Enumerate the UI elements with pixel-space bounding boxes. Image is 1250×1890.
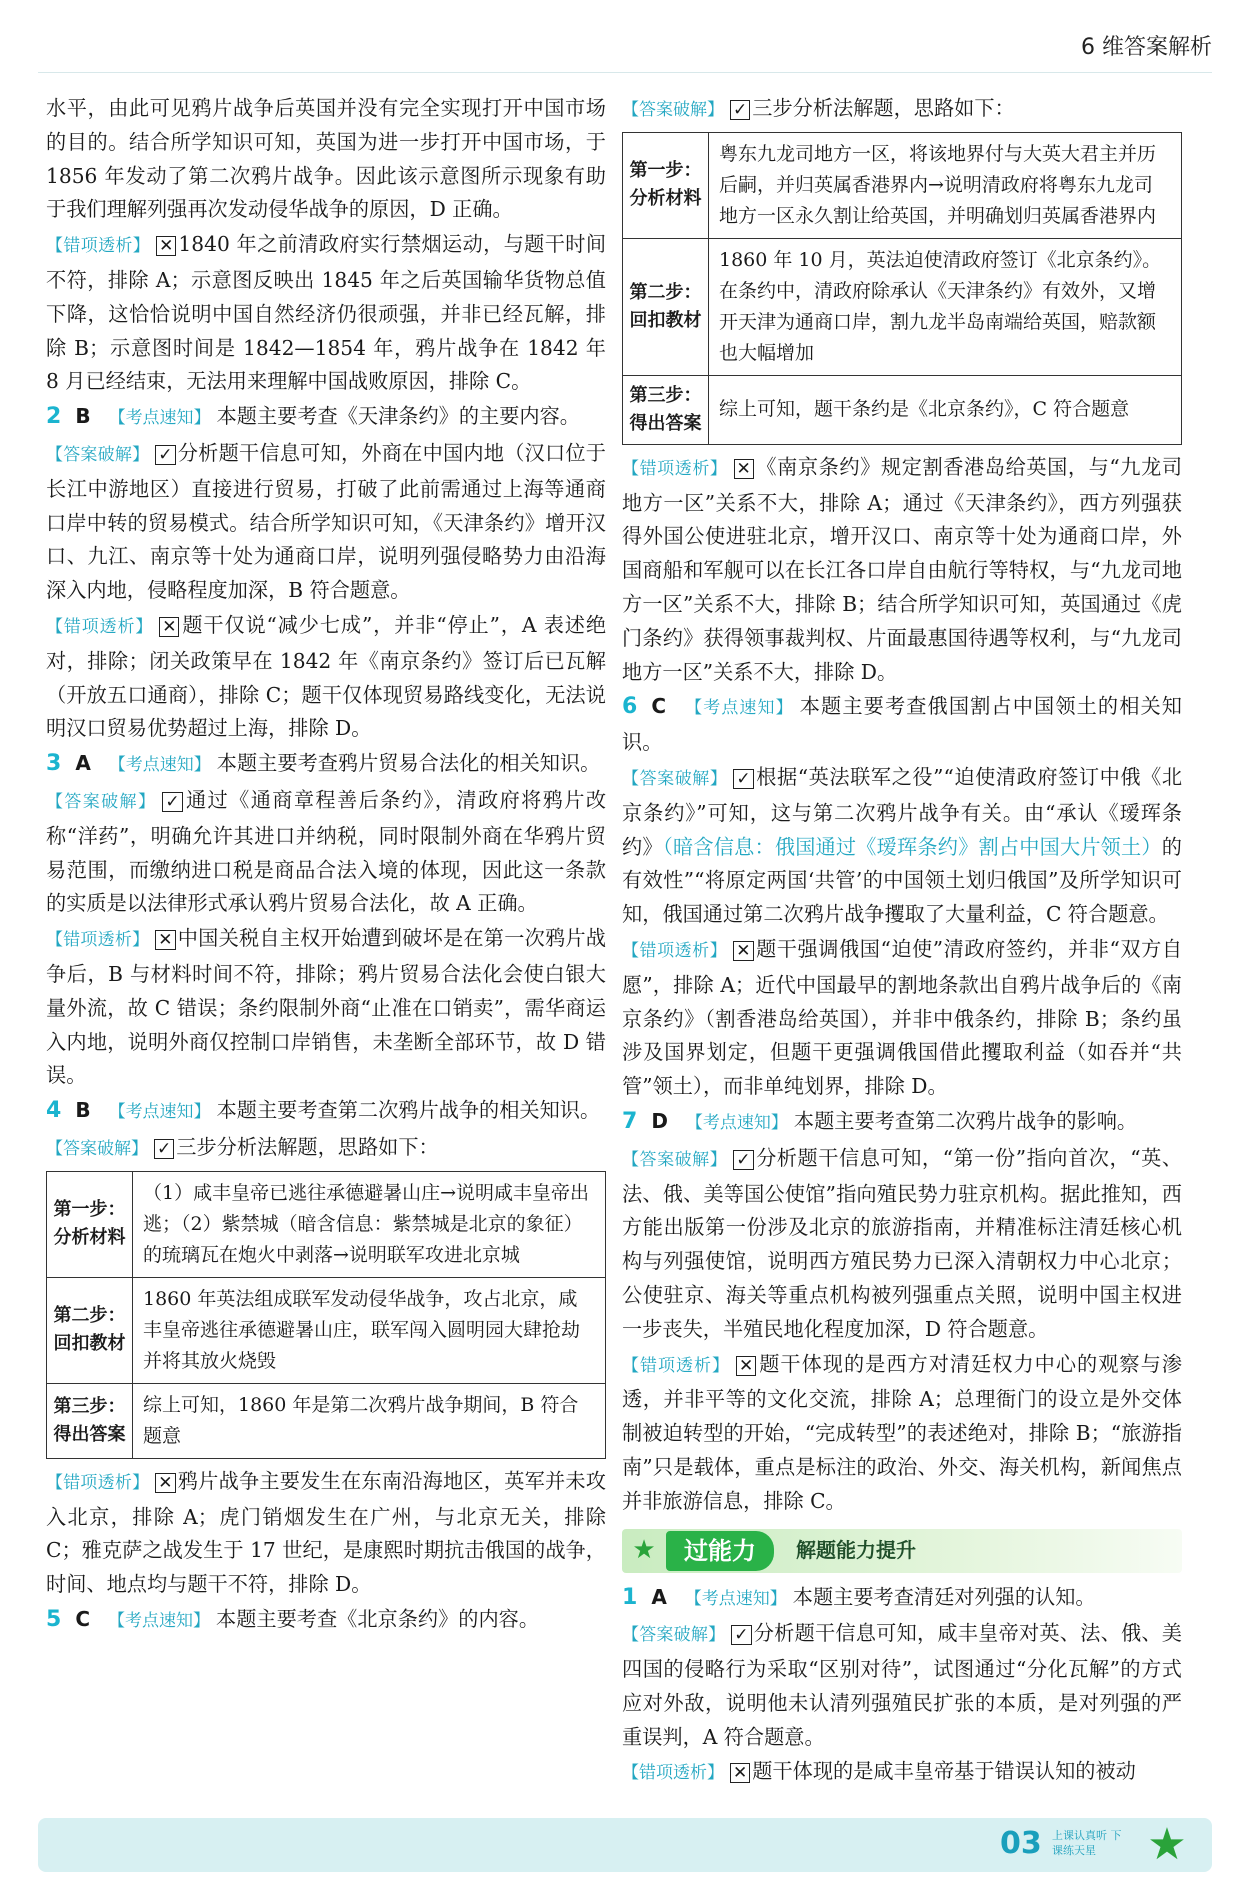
footer-slogan: 上课认真听 下课练天星 [1052, 1829, 1122, 1857]
header-divider [38, 72, 1212, 73]
q7-answer: 【 答案破解 】 ✓ 分析题干信息可知，“第一份”指向首次，“英、法、俄、美等国公使馆”指向殖民势力驻京机构。据此推知，西方能出版第一份涉及北京的旅游指南，并精准标注清廷核心机构与列强使馆，说明西方殖民势力已深入清朝权力中心北京；公使驻京、海关等重点机构被列强重点关照，说明中国主权进一步丧失，半殖民地化程度加深，D 符合题意。 [622, 1142, 1182, 1347]
q5-wrong: 【 错项透析 】 ✕ 《南京条约》规定割香港岛给英国，与“九龙司地方一区”关系不大，排除 A；通过《天津条约》，西方列强获得外国公使进驻北京，增开汉口、南京等十处为通商口岸，外国商船和军舰可以在长江各口岸自由航行等特权，与“九龙司地方一区”关系不大，排除 B；结合所学知识可知，英国通过《虎门条约》获得领事裁判权、片面最惠国待遇等权利，与“九龙司地方一区”关系不大，排除 D。 [622, 451, 1182, 690]
hidden-info-hint: （暗含信息：俄国通过《瑷珲条约》割占中国大片领土） [662, 834, 1162, 859]
page-number: 03 [1000, 1826, 1042, 1861]
question-2: 2 B【 考点速知 】 本题主要考查《天津条约》的主要内容。 [46, 400, 606, 436]
cross-box-icon: ✕ [736, 1356, 756, 1376]
check-box-icon: ✓ [162, 792, 182, 812]
table-row: 第二步：回扣教材 1860 年 10 月，英法迫使清政府签订《北京条约》。在条约中，清政府除承认《天津条约》有效外，又增开天津为通商口岸，割九龙半岛南端给英国，赔款额也大幅增加 [623, 238, 1182, 375]
table-row: 第三步：得出答案 综上可知，题干条约是《北京条约》，C 符合题意 [623, 375, 1182, 444]
q5-answer: 【 答案破解 】 ✓ 三步分析法解题，思路如下： [622, 92, 1182, 128]
cross-box-icon: ✕ [734, 459, 754, 479]
cross-box-icon: ✕ [159, 617, 179, 637]
section-title: 过能力 [666, 1531, 774, 1571]
check-box-icon: ✓ [733, 769, 753, 789]
question-5: 5 C【 考点速知 】 本题主要考查《北京条约》的内容。 [46, 1603, 606, 1639]
cross-box-icon: ✕ [733, 941, 753, 961]
section-header [622, 1529, 1182, 1573]
table-row: 第二步：回扣教材 1860 年英法组成联军发动侵华战争，攻占北京，咸丰皇帝逃往承德避暑山庄，联军闯入圆明园大肆抢劫并将其放火烧毁 [47, 1277, 606, 1383]
cross-box-icon: ✕ [156, 236, 176, 256]
q4-steps-table [46, 1171, 606, 1459]
question-7: 7 D【 考点速知 】 本题主要考查第二次鸦片战争的影响。 [622, 1105, 1182, 1141]
q3-answer: 【 答案破解 】 ✓ 通过《通商章程善后条约》，清政府将鸦片改称“洋药”，明确允许其进口并纳税，同时限制外商在华鸦片贸易范围，而缴纳进口税是商品合法入境的体现，因此这一条款的实质是以法律形式承认鸦片贸易合法化，故 A 正确。 [46, 784, 606, 921]
q7-wrong: 【 错项透析 】 ✕ 题干体现的是西方对清廷权力中心的观察与渗透，并非平等的文化交流，排除 A；总理衙门的设立是外交体制被迫转型的开始，“完成转型”的表述绝对，排除 B；“旅游指南”只是载体，重点是标注的政治、外交、海关机构，新闻焦点并非旅游信息，排除 C。 [622, 1348, 1182, 1519]
check-box-icon: ✓ [731, 1625, 751, 1645]
page-header-title: 6 维答案解析 [1081, 35, 1212, 60]
left-column [46, 92, 606, 1640]
check-box-icon: ✓ [730, 100, 750, 120]
q2-answer: 【 答案破解 】 ✓ 分析题干信息可知，外商在中国内地（汉口位于长江中游地区）直接进行贸易，打破了此前需通过上海等通商口岸中转的贸易模式。结合所学知识可知，《天津条约》增开汉口、九江、南京等十处为通商口岸，说明列强侵略势力由沿海深入内地，侵略程度加深，B 符合题意。 [46, 437, 606, 608]
section-question-1: 1 A【 考点速知 】 本题主要考查清廷对列强的认知。 [622, 1581, 1182, 1617]
q4-wrong: 【 错项透析 】 ✕ 鸦片战争主要发生在东南沿海地区，英军并未攻入北京，排除 A；虎门销烟发生在广州，与北京无关，排除 C；雅克萨之战发生于 17 世纪，是康熙时期抗击俄国的战争，时间、地点均与题干不符，排除 D。 [46, 1465, 606, 1602]
right-column [622, 92, 1182, 1792]
table-row: 第一步：分析材料 粤东九龙司地方一区，将该地界付与大英大君主并历后嗣，并归英属香港界内→说明清政府将粤东九龙司地方一区永久割让给英国，并明确划归英属香港界内 [623, 132, 1182, 238]
check-box-icon: ✓ [733, 1150, 753, 1170]
check-box-icon: ✓ [154, 1139, 174, 1159]
q2-wrong: 【 错项透析 】 ✕ 题干仅说“减少七成”，并非“停止”，A 表述绝对，排除；闭关政策早在 1842 年《南京条约》签订后已瓦解（开放五口通商），排除 C；题干仅体现贸易路线变化，无法说明汉口贸易优势超过上海，排除 D。 [46, 609, 606, 746]
mascot-star-icon: ★ [1147, 1819, 1187, 1870]
question-6: 6 C【 考点速知 】 本题主要考查俄国割占中国领土的相关知识。 [622, 690, 1182, 760]
q6-wrong: 【 错项透析 】 ✕ 题干强调俄国“迫使”清政府签约，并非“双方自愿”，排除 A；近代中国最早的割地条款出自鸦片战争后的《南京条约》（割香港岛给英国），并非中俄条约，排除 B；条约虽涉及国界划定，但题干更强调俄国借此攫取利益（如吞并“共管”领土），而非单纯划界，排除 D。 [622, 933, 1182, 1104]
paragraph: 【 错项透析 】 ✕ 1840 年之前清政府实行禁烟运动，与题干时间不符，排除 A；示意图反映出 1845 年之后英国输华货物总值下降，这恰恰说明中国自然经济仍很顽强，并非已经瓦解，排除 B；示意图时间是 1842—1854 年，鸦片战争在 1842 年 8 月已经结束，无法用来理解中国战败原因，排除 C。 [46, 228, 606, 399]
q5-steps-table [622, 132, 1182, 445]
cross-box-icon: ✕ [155, 1473, 175, 1493]
table-row: 第三步：得出答案 综上可知，1860 年是第二次鸦片战争期间，B 符合题意 [47, 1383, 606, 1458]
question-4: 4 B【 考点速知 】 本题主要考查第二次鸦片战争的相关知识。 [46, 1094, 606, 1130]
mascot-star-icon: ★ [632, 1534, 656, 1565]
table-row: 第一步：分析材料 （1）咸丰皇帝已逃往承德避暑山庄→说明咸丰皇帝出逃；（2）紫禁城（暗含信息：紫禁城是北京的象征）的琉璃瓦在炮火中剥落→说明联军攻进北京城 [47, 1171, 606, 1277]
q6-answer: 【 答案破解 】 ✓ 根据“英法联军之役”“迫使清政府签订中俄《北京条约》”可知，这与第二次鸦片战争有关。由“承认《瑷珲条约》（暗含信息：俄国通过《瑷珲条约》割占中国大片领土）的有效性”“将原定两国‘共管’的中国领土划归俄国”及所学知识可知，俄国通过第二次鸦片战争攫取了大量利益，C 符合题意。 [622, 761, 1182, 932]
tag-cuoxiang: 【 错项透析 】 [46, 236, 150, 256]
q3-wrong: 【 错项透析 】 ✕ 中国关税自主权开始遭到破坏是在第一次鸦片战争后，B 与材料时间不符，排除；鸦片贸易合法化会使白银大量外流，故 C 错误；条约限制外商“止准在口销卖”，需华商运入内地，说明外商仅控制口岸销售，未垄断全部环节，故 D 错误。 [46, 922, 606, 1093]
question-3: 3 A【 考点速知 】 本题主要考查鸦片贸易合法化的相关知识。 [46, 747, 606, 783]
s1-answer: 【 答案破解 】 ✓ 分析题干信息可知，咸丰皇帝对英、法、俄、美四国的侵略行为采取“区别对待”，试图通过“分化瓦解”的方式应对外敌，说明他未认清列强殖民扩张的本质，是对列强的严重误判，A 符合题意。 [622, 1617, 1182, 1754]
cross-box-icon: ✕ [730, 1763, 750, 1783]
q4-answer: 【 答案破解 】 ✓ 三步分析法解题，思路如下： [46, 1131, 606, 1167]
s1-wrong: 【 错项透析 】 ✕ 题干体现的是咸丰皇帝基于错误认知的被动 [622, 1755, 1182, 1791]
cross-box-icon: ✕ [155, 930, 175, 950]
section-subtitle: 解题能力提升 [796, 1537, 916, 1562]
check-box-icon: ✓ [155, 445, 175, 465]
paragraph: 水平，由此可见鸦片战争后英国并没有完全实现打开中国市场的目的。结合所学知识可知，英国为进一步打开中国市场，于 1856 年发动了第二次鸦片战争。因此该示意图所示现象有助于我们理解列强再次发动侵华战争的原因，D 正确。 [46, 96, 606, 222]
